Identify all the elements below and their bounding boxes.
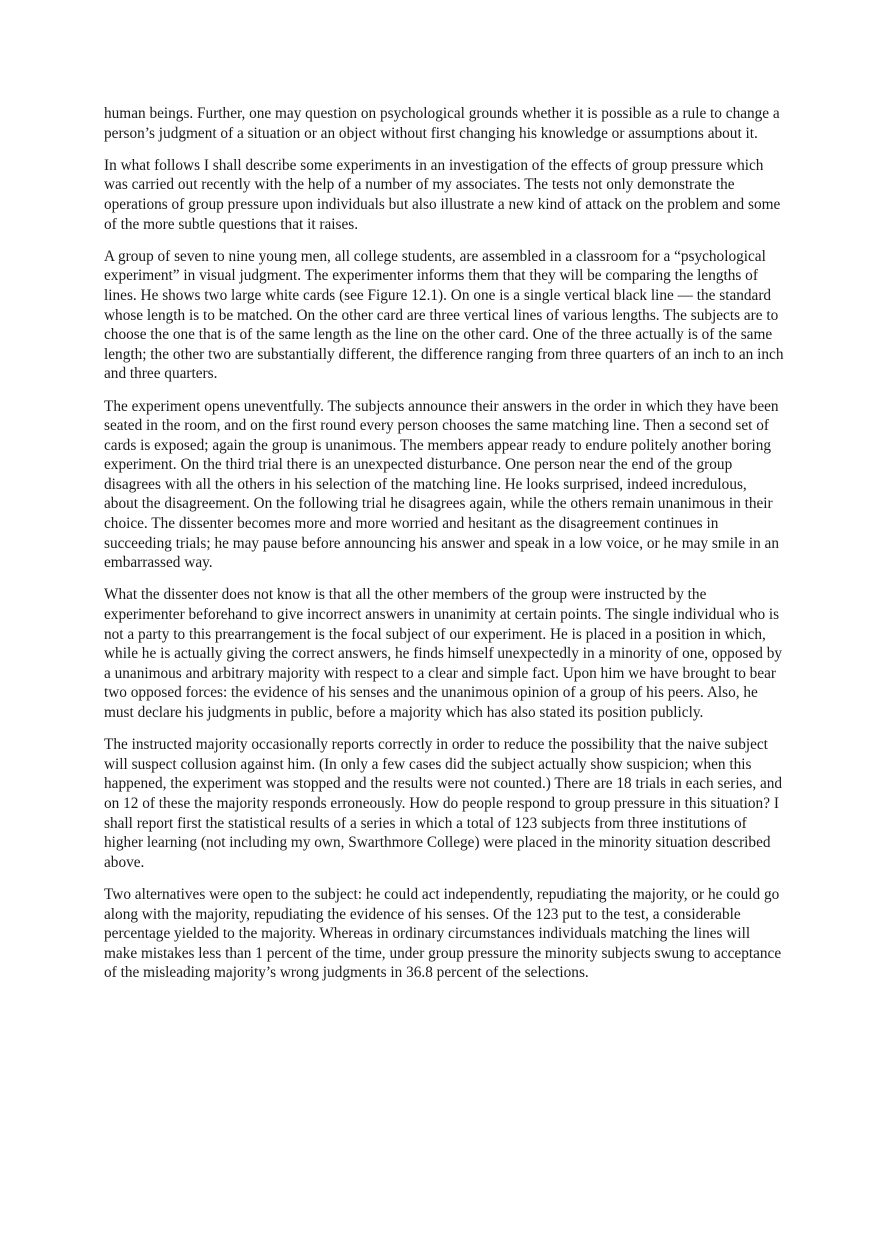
paragraph-3: A group of seven to nine young men, all college students, are assembled in a classroom for a “psychological experiment” in visual judgment. The experimenter informs them that they will be comparing the lengths of lines. He shows two large white cards (see Figure 12.1). On one is a single vertical black line — the standard whose length is to be matched. On the other card are three vertical lines of various lengths. The subjects are to choose the one that is of the same length as the line on the other card. One of the three actually is of the same length; the other two are substantially different, the difference ranging from three quarters of an inch to an inch and three quarters. [104,247,784,383]
paragraph-5: What the dissenter does not know is that all the other members of the group were instructed by the experimenter beforehand to give incorrect answers in unanimity at certain points. The single individual who is not a party to this prearrangement is the focal subject of our experiment. He is placed in a position in which, while he is actually giving the correct answers, he finds himself unexpectedly in a minority of one, opposed by a unanimous and arbitrary majority with respect to a clear and simple fact. Upon him we have brought to bear two opposed forces: the evidence of his senses and the unanimous opinion of a group of his peers. Also, he must declare his judgments in public, before a majority which has also stated its position publicly. [104,586,782,721]
paragraph-2: In what follows I shall describe some experiments in an investigation of the effects of group pressure which was carried out recently with the help of a number of my associates. The tests not only demonstrate the operations of group pressure upon individuals but also illustrate a new kind of attack on the problem and some of the more subtle questions that it raises. [104,156,781,233]
paragraph-7: Two alternatives were open to the subject: he could act independently, repudiating the majority, or he could go along with the majority, repudiating the evidence of his senses. Of the 123 put to the test, a considerable percentage yielded to the majority. Whereas in ordinary circumstances individuals matching the lines will make mistakes less than 1 percent of the time, under group pressure the minority subjects swung to acceptance of the misleading majority’s wrong judgments in 36.8 percent of the selections. [104,885,782,982]
paragraph-4: The experiment opens uneventfully. The subjects announce their answers in the order in which they have been seated in the room, and on the first round every person chooses the same matching line. Then a second set of cards is exposed; again the group is unanimous. The members appear ready to endure politely another boring experiment. On the third trial there is an unexpected disturbance. One person near the end of the group disagrees with all the others in his selection of the matching line. He looks surprised, indeed incredulous, about the disagreement. On the following trial he disagrees again, while the others remain unanimous in their choice. The dissenter becomes more and more worried and hesitant as the disagreement continues in succeeding trials; he may pause before announcing his answer and speak in a low voice, or he may smile in an embarrassed way. [104,397,779,572]
paragraph-6: The instructed majority occasionally reports correctly in order to reduce the possibility that the naive subject will suspect collusion against him. (In only a few cases did the subject actually show suspicion; when this happened, the experiment was stopped and the results were not counted.) There are 18 trials in each series, and on 12 of these the majority responds erroneously. How do people respond to group pressure in this situation? I shall report first the statistical results of a series in which a total of 123 subjects from three institutions of higher learning (not including my own, Swarthmore College) were placed in the minority situation described above. [104,736,783,871]
document-body [104,104,784,996]
paragraph-1: human beings. Further, one may question on psychological grounds whether it is possible as a rule to change a person’s judgment of a situation or an object without first changing his knowledge or assumptions about it. [104,105,780,142]
